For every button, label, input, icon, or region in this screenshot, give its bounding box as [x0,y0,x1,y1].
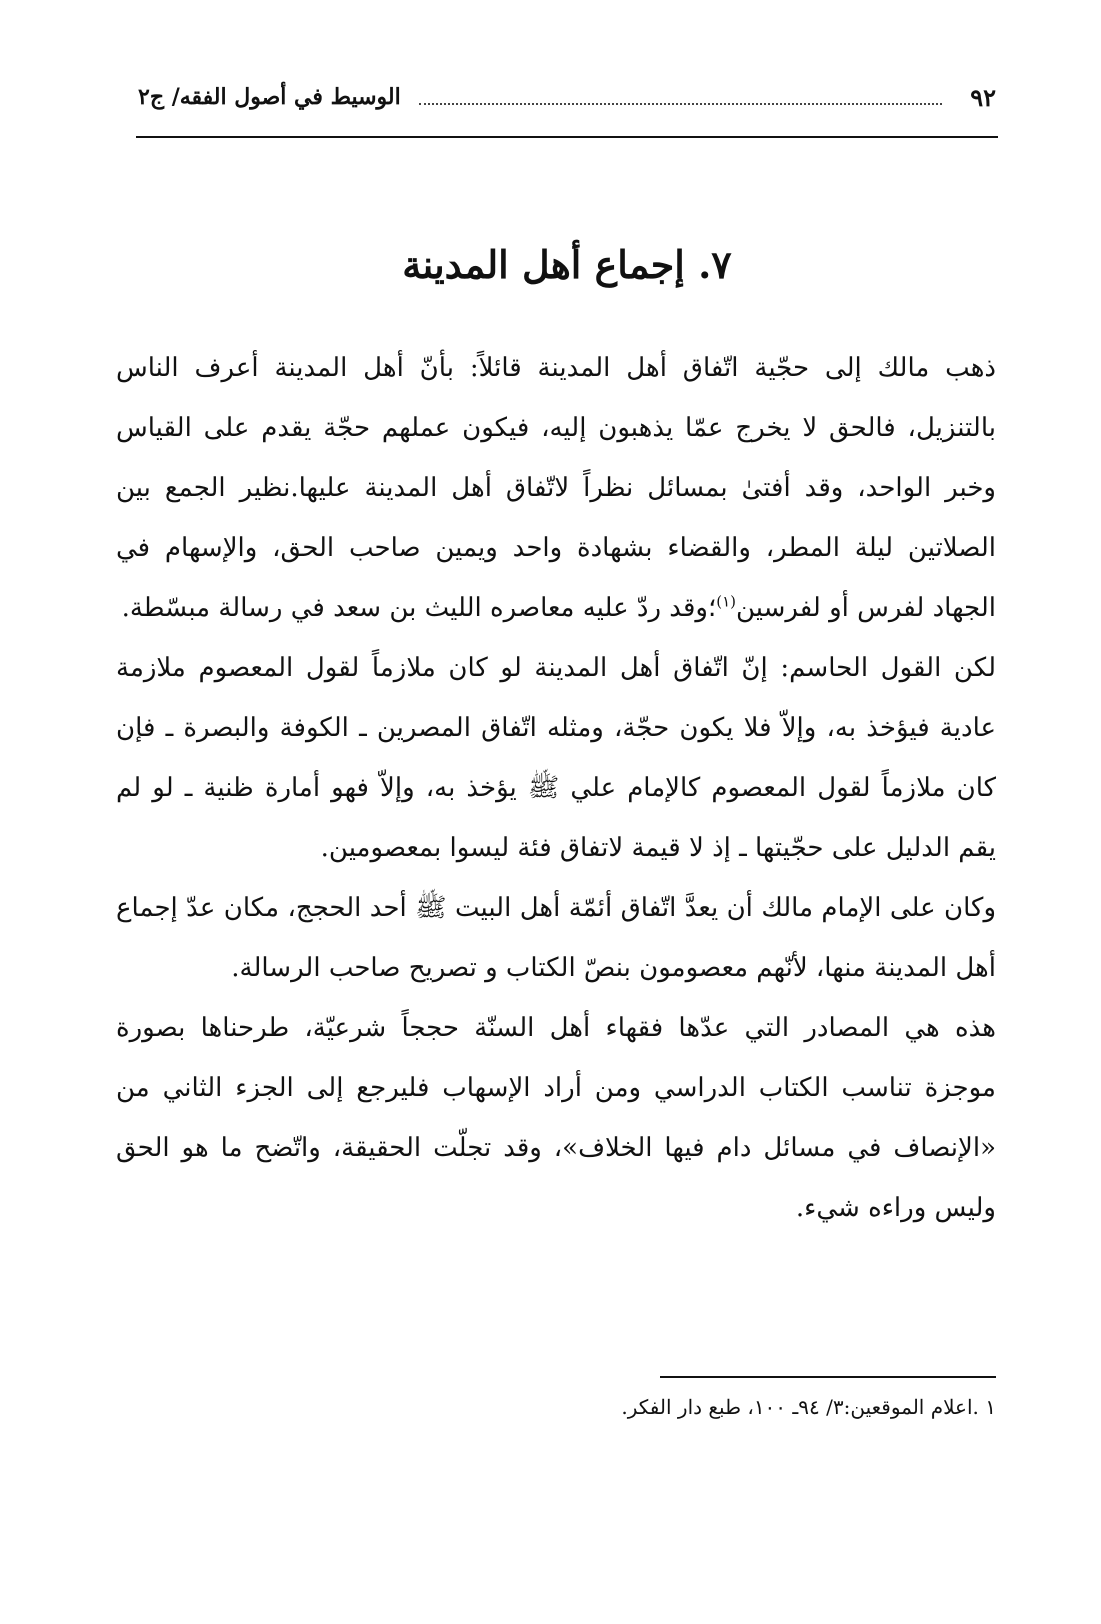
page-number: ٩٢ [970,82,996,112]
running-header [138,80,996,114]
paragraph-1 [116,338,996,638]
footnote: ١ .اعلام الموقعين:٣/ ٩٤ـ ١٠٠، طبع دار الفكر. [621,1395,996,1419]
section-heading: ٧. إجماع أهل المدينة [402,242,732,287]
header-dot-leader [419,89,943,105]
footnote-rule [660,1376,996,1378]
paragraph-4: هذه هي المصادر التي عدّها فقهاء أهل السنّة حججاً شرعيّة، طرحناها بصورة موجزة تناسب الكتاب الدراسي ومن أراد الإسهاب فليرجع إلى الجزء الثاني من «الإنصاف في مسائل دام فيها الخلاف»، وقد تجلّت الحقيقة، واتّضح ما هو الحق وليس وراءه شيء. [116,1013,996,1223]
footnote-reference: (١) [716,592,736,611]
header-rule [136,136,998,138]
paragraph-2: لكن القول الحاسم: إنّ اتّفاق أهل المدينة لو كان ملازماً لقول المعصوم ملازمة عادية فيؤخذ به، وإلاّ فلا يكون حجّة، ومثله اتّفاق المصرين ـ الكوفة والبصرة ـ فإن كان ملازماً لقول المعصوم كالإمام علي ﷺ يؤخذ به، وإلاّ فهو أمارة ظنية ـ لو لم يقم الدليل على حجّيتها ـ إذ لا قيمة لاتفاق فئة ليسوا بمعصومين. [116,653,996,863]
paragraph-1-continuation: ؛وقد ردّ عليه معاصره الليث بن سعد في رسالة مبسّطة. [121,593,717,623]
book-title: الوسيط في أصول الفقه/ ج٢ [138,84,401,110]
body-text [116,338,996,1238]
paragraph-3: وكان على الإمام مالك أن يعدَّ اتّفاق أئمّة أهل البيت ﷺ أحد الحجج، مكان عدّ إجماع أهل المدينة منها، لأنّهم معصومون بنصّ الكتاب و تصريح صاحب الرسالة. [116,893,996,983]
paragraph-1-text: ذهب مالك إلى حجّية اتّفاق أهل المدينة قائلاً: بأنّ أهل المدينة أعرف الناس بالتنزيل، فالحق لا يخرج عمّا يذهبون إليه، فيكون عملهم حجّة يقدم على القياس وخبر الواحد، وقد أفتىٰ بمسائل نظراً لاتّفاق أهل المدينة عليها.نظير الجمع بين الصلاتين ليلة المطر، والقضاء بشهادة واحد ويمين صاحب الحق، والإسهام في الجهاد لفرس أو لفرسين [116,353,996,623]
